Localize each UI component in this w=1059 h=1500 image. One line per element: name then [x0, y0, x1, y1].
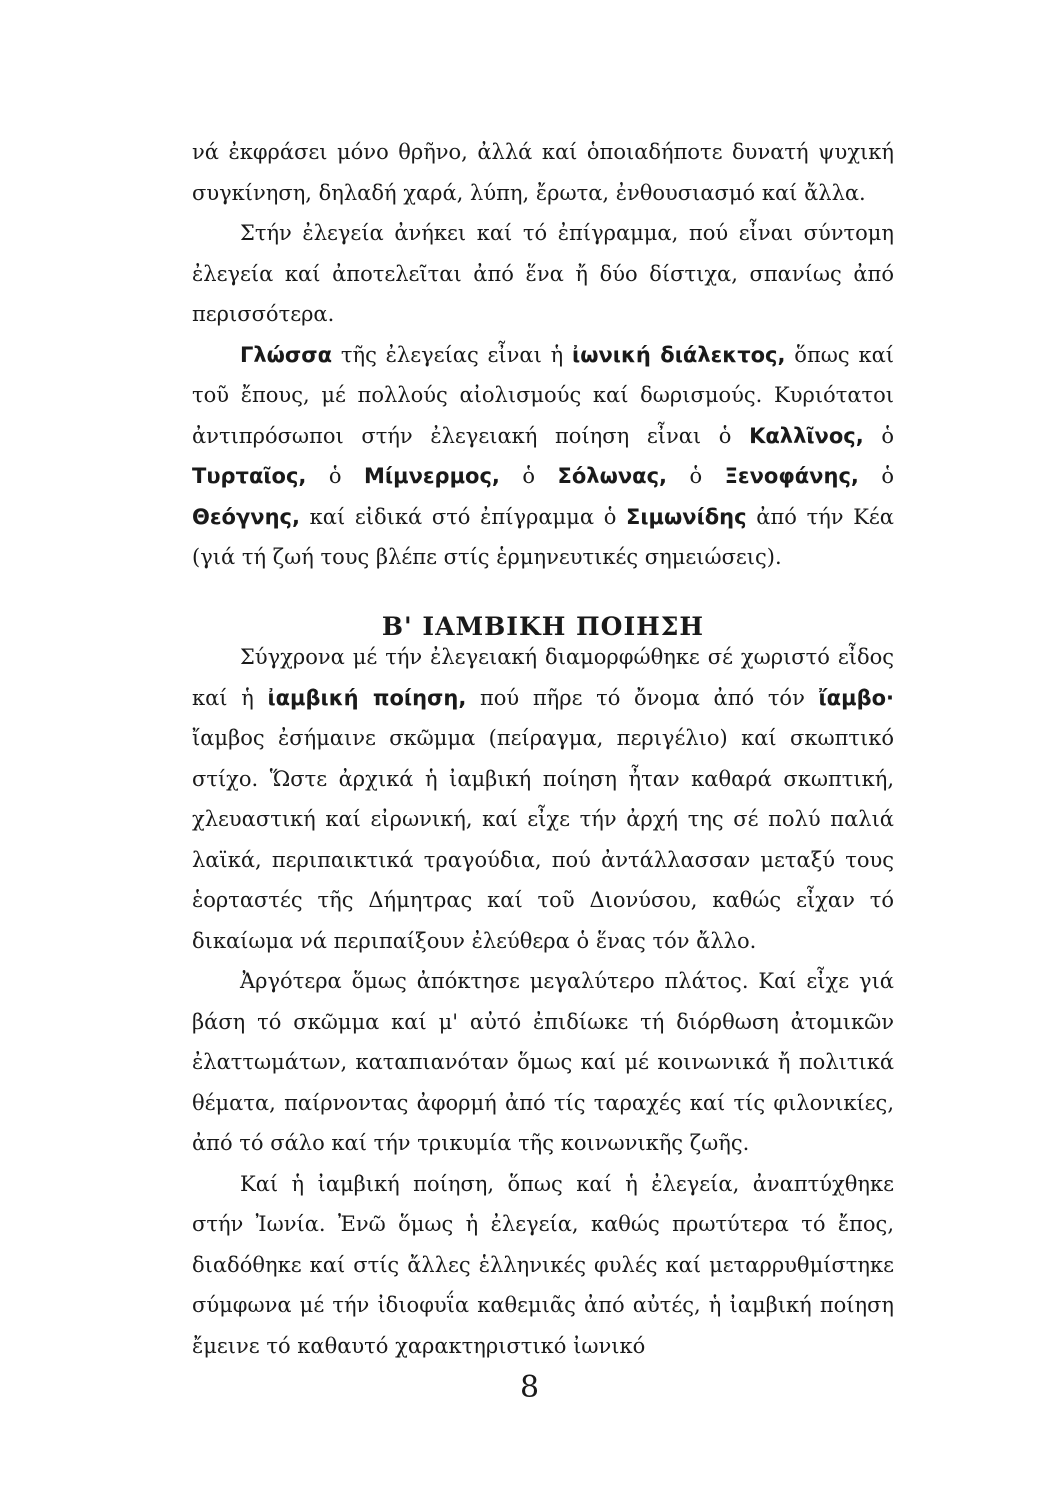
bold-term: Σιμωνίδης — [626, 504, 747, 529]
bold-term: Γλώσσα — [240, 342, 333, 367]
bold-term: Τυρταῖος, — [192, 464, 307, 488]
paragraph: Καί ἡ ἰαμβική ποίηση, ὅπως καί ἡ ἐλεγεία, ἀναπτύχθηκε στήν Ἰωνία. Ἐνῶ ὅμως ἡ ἐλεγεία, καθώς πρωτύτερα τό ἔπος, διαδόθηκε καί στίς ἄλλες ἑλληνικές φυλές καί μεταρρυθμίστηκε σύμφωνα μέ τήν ἰδιοφυΐα καθεμιᾶς ἀπό αὐτές, ἡ ἰαμβική ποίηση ἔμεινε τό καθαυτό χαρακτηριστικό ἰωνικό — [192, 1171, 894, 1358]
text-run: ἴαμβος ἐσήμαινε σκῶμμα (πείραγμα, περιγέλιο) καί σκωπτικό στίχο. Ὥστε ἀρχικά ἡ ἰαμβική ποίηση ἦταν καθαρά σκωπτική, χλευαστική καί εἰρωνική, καί εἶχε τήν ἀρχή της σέ πολύ παλιά λαϊκά, περιπαικτικά τραγούδια, πού ἀντάλλασσαν μεταξύ τους ἑορταστές τῆς Δήμητρας καί τοῦ Διονύσου, καθώς εἶχαν τό δικαίωμα νά περιπαίξουν ἐλεύθερα ὁ ἕνας τόν ἄλλο. — [192, 726, 894, 953]
bold-term: ἰαμβική ποίηση, — [267, 685, 467, 710]
text-run: καί εἰδικά στό ἐπίγραμμα ὁ — [299, 504, 627, 529]
text-block-top — [192, 132, 894, 578]
bold-term: Σόλωνας, — [557, 464, 668, 488]
bold-term: ἴαμβο· — [818, 685, 894, 710]
bold-term: ἰωνική διάλεκτος, — [572, 342, 786, 367]
paragraph — [192, 335, 894, 578]
text-run: ὁ — [667, 464, 725, 488]
text-run: ὁ — [863, 423, 894, 448]
bold-term: Μίμνερμος, — [364, 464, 500, 488]
text-run: ὁ — [306, 464, 365, 488]
text-run: ὁ — [858, 464, 895, 488]
text-run: τῆς ἐλεγείας εἶναι ἡ — [332, 342, 573, 367]
section-heading: Β' ΙΑΜΒΙΚΗ ΠΟΙΗΣΗ — [381, 611, 705, 641]
paragraph: νά ἐκφράσει μόνο θρῆνο, ἀλλά καί ὁποιαδήποτε δυνατή ψυχική συγκίνηση, δηλαδή χαρά, λύπη, ἔρωτα, ἐνθουσιασμό καί ἄλλα. — [192, 140, 894, 205]
paragraph: Στήν ἐλεγεία ἀνήκει καί τό ἐπίγραμμα, πού εἶναι σύντομη ἐλεγεία καί ἀποτελεῖται ἀπό ἕνα ἤ δύο δίστιχα, σπανίως ἀπό περισσότερα. — [192, 221, 894, 326]
bold-term: Ξενοφάνης, — [724, 464, 859, 488]
bold-term: Καλλῖνος, — [749, 423, 864, 448]
text-run: ἀπό τήν Κέα (γιά τή ζωή τους βλέπε στίς ἑρμηνευτικές σημειώσεις). — [192, 504, 894, 569]
page-number: 8 — [519, 1370, 540, 1405]
text-run: ὅπως καί τοῦ ἔπους, μέ πολλούς αἰολισμούς καί δωρισμούς. Κυριότατοι ἀντιπρόσωποι στήν ἐλεγειακή ποίηση εἶναι ὁ — [192, 342, 894, 448]
bold-term: Θεόγνης, — [192, 504, 300, 529]
text-run: πού πῆρε τό ὄνομα ἀπό τόν — [466, 685, 819, 710]
paragraph — [192, 637, 894, 961]
text-run: ὁ — [499, 464, 558, 488]
text-block-bottom — [192, 637, 894, 1366]
text-run: Σύγχρονα μέ τήν ἐλεγειακή διαμορφώθηκε σέ χωριστό εἶδος καί ἡ — [192, 645, 894, 710]
paragraph: Ἀργότερα ὅμως ἀπόκτησε μεγαλύτερο πλάτος. Καί εἶχε γιά βάση τό σκῶμμα καί μ' αὐτό ἐπιδίωκε τή διόρθωση ἀτομικῶν ἐλαττωμάτων, καταπιανόταν ὅμως καί μέ κοινωνικά ἤ πολιτικά θέματα, παίρνοντας ἀφορμή ἀπό τίς ταραχές καί τίς φιλονικίες, ἀπό τό σάλο καί τήν τρικυμία τῆς κοινωνικῆς ζωῆς. — [192, 969, 894, 1155]
